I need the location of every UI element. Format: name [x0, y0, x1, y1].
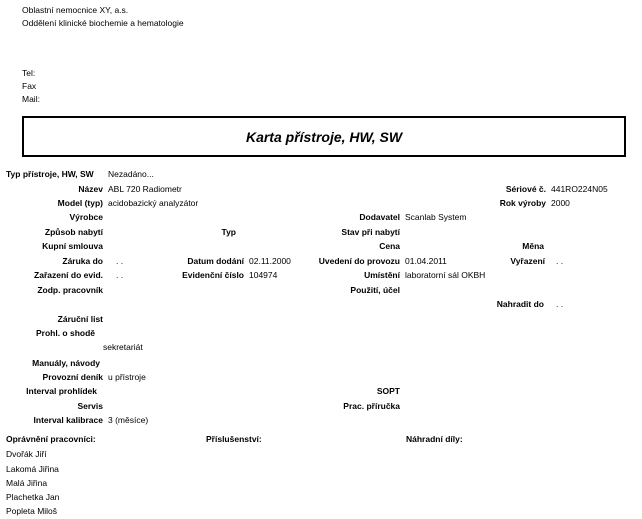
manualy-label: Manuály, návody	[32, 358, 100, 368]
prohl-value: sekretariát	[103, 342, 143, 352]
tel-label: Tel:	[22, 68, 36, 78]
provozni-value: u přístroje	[108, 372, 146, 382]
uvedeni-label: Uvedení do provozu	[318, 256, 400, 266]
dodavatel-label: Dodavatel	[359, 212, 400, 222]
evidencni-value: 104974	[249, 270, 278, 280]
worker-item: Popleta Miloš	[6, 506, 58, 516]
typ-label: Typ přístroje, HW, SW	[6, 169, 94, 179]
worker-item: Malá Jiřina	[6, 478, 48, 488]
zaruka-label: Záruka do	[62, 256, 103, 266]
interval-prohl-label: Interval prohlídek	[26, 386, 97, 396]
vyrazeni-label: Vyřazení	[510, 256, 545, 266]
umisteni-label: Umístění	[364, 270, 400, 280]
nazev-label: Název	[78, 184, 103, 194]
dodavatel-value: Scanlab System	[405, 212, 467, 222]
interval-kal-label: Interval kalibrace	[33, 415, 103, 425]
worker-item: Dvořák Jiří	[6, 449, 47, 459]
nahradit-label: Nahradit do	[496, 299, 544, 309]
zarazeni-value: . .	[116, 270, 124, 280]
opravneni-label: Oprávnění pracovníci:	[6, 434, 96, 444]
nazev-value: ABL 720 Radiometr	[108, 184, 182, 194]
title-box	[22, 116, 626, 157]
page-title: Karta přístroje, HW, SW	[245, 129, 403, 145]
mail-label: Mail:	[22, 94, 40, 104]
nahradni-label: Náhradní díly:	[406, 434, 463, 444]
fax-label: Fax	[22, 81, 37, 91]
zpusob-label: Způsob nabytí	[44, 227, 103, 237]
worker-item: Lakomá Jiřina	[6, 464, 59, 474]
prislusenstvi-label: Příslušenství:	[206, 434, 262, 444]
umisteni-value: laboratorní sál OKBH	[405, 270, 486, 280]
zaruka-value: . .	[116, 256, 124, 266]
model-label: Model (typ)	[57, 198, 103, 208]
seriove-value: 441RO224N05	[551, 184, 608, 194]
seriove-label: Sériové č.	[505, 184, 546, 194]
zarucni-label: Záruční list	[57, 314, 103, 324]
zodp-label: Zodp. pracovník	[37, 285, 103, 295]
typ2-label: Typ	[221, 227, 236, 237]
stav-label: Stav při nabytí	[341, 227, 400, 237]
prohl-label: Prohl. o shodě	[35, 328, 95, 338]
vyrazeni-value: . .	[556, 256, 564, 266]
datum-value: 02.11.2000	[249, 256, 291, 266]
prac-label: Prac. příručka	[343, 401, 400, 411]
provozni-label: Provozní deník	[42, 372, 103, 382]
department-name: Oddělení klinické biochemie a hematologie	[22, 18, 184, 28]
cena-label: Cena	[379, 241, 400, 251]
mena-label: Měna	[522, 241, 544, 251]
pouziti-label: Použití, účel	[350, 285, 400, 295]
hospital-name: Oblastní nemocnice XY, a.s.	[22, 5, 129, 15]
vyrobce-label: Výrobce	[69, 212, 103, 222]
evidencni-label: Evidenční číslo	[182, 270, 244, 280]
model-value: acidobazický analyzátor	[108, 198, 199, 208]
kupni-label: Kupní smlouva	[42, 241, 103, 251]
datum-label: Datum dodání	[187, 256, 244, 266]
zarazeni-label: Zařazení do evid.	[34, 270, 103, 280]
servis-label: Servis	[77, 401, 103, 411]
uvedeni-value: 01.04.2011	[405, 256, 447, 266]
sopt-label: SOPT	[376, 386, 400, 396]
typ-value: Nezadáno...	[108, 169, 154, 179]
worker-item: Plachetka Jan	[6, 492, 60, 502]
interval-kal-value: 3 (měsíce)	[108, 415, 149, 425]
nahradit-value: . .	[556, 299, 564, 309]
rok-value: 2000	[551, 198, 570, 208]
rok-label: Rok výroby	[499, 198, 546, 208]
